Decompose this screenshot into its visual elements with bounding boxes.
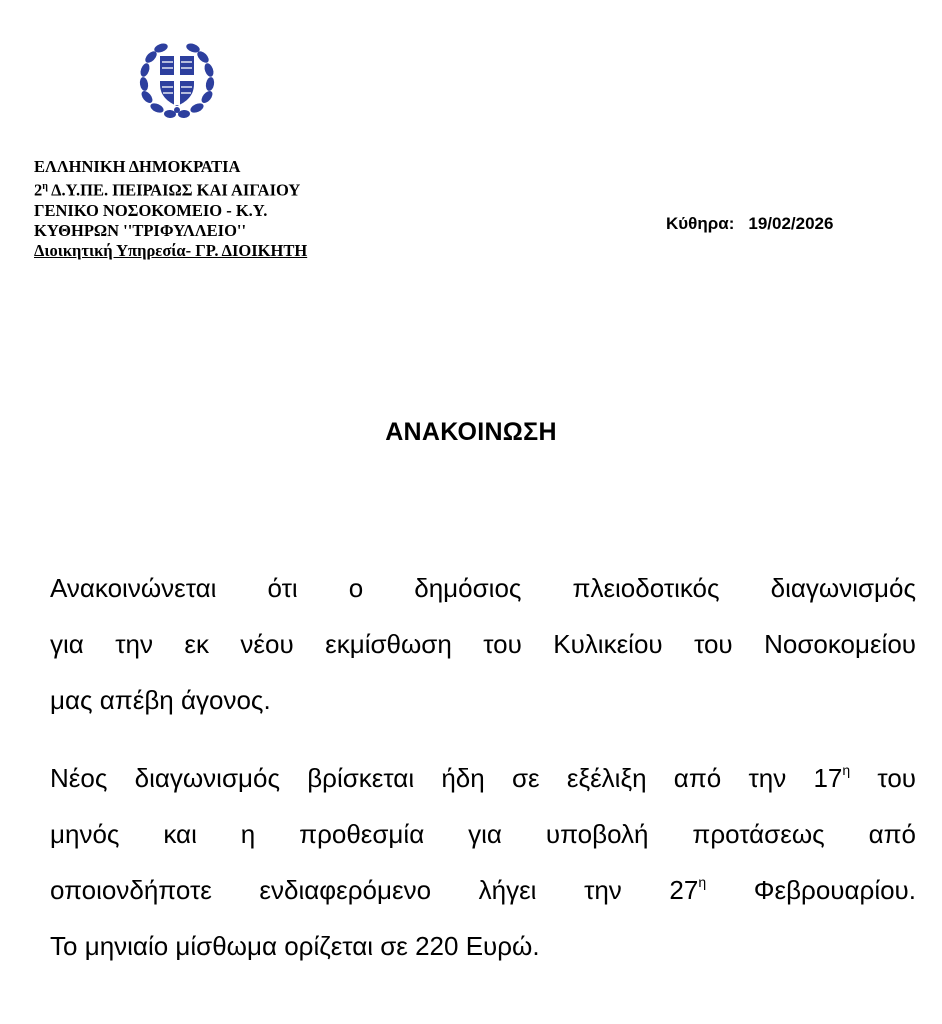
paragraph-2-line-2: μηνός και η προθεσμία για υποβολή προτάσεως από: [50, 819, 916, 849]
paragraph-2-line-4: Το μηνιαίο μίσθωμα ορίζεται σε 220 Ευρώ.: [50, 931, 540, 961]
paragraph-1-line-3: μας απέβη άγονος.: [50, 685, 271, 715]
issuer-header: [34, 157, 307, 261]
header-hospital: ΓΕΝΙΚΟ ΝΟΣΟΚΟΜΕΙΟ - Κ.Υ.: [34, 200, 268, 220]
greek-state-emblem: [134, 38, 220, 120]
header-hospital-name: ΚΥΘΗΡΩΝ ''ΤΡΙΦΥΛΛΕΙΟ'': [34, 220, 247, 240]
header-region-name: Δ.Υ.ΠΕ. ΠΕΙΡΑΙΩΣ ΚΑΙ ΑΙΓΑΙΟΥ: [47, 180, 301, 200]
paragraph-2-line-3-text: οποιονδήποτε ενδιαφερόμενο λήγει την 27: [50, 875, 699, 905]
paragraph-2-line-3-end: Φεβρουαρίου.: [706, 875, 916, 905]
place-label: Κύθηρα:: [666, 214, 735, 233]
paragraph-2-line-1: [50, 750, 916, 806]
paragraph-2-line-1-text: Νέος διαγωνισμός βρίσκεται ήδη σε εξέλιξη από την 17: [50, 763, 843, 793]
paragraph-1-line-1: Ανακοινώνεται ότι ο δημόσιος πλειοδοτικός διαγωνισμός: [50, 573, 916, 603]
header-health-region: [34, 177, 307, 201]
announcement-paragraph-1: [50, 560, 916, 728]
header-country: ΕΛΛΗΝΙΚΗ ΔΗΜΟΚΡΑΤΙΑ: [34, 157, 241, 176]
header-region-ordinal: η: [42, 181, 48, 192]
paragraph-1-line-2: για την εκ νέου εκμίσθωση του Κυλικείου του Νοσοκομείου: [50, 629, 916, 659]
announcement-paragraph-2: [50, 750, 916, 974]
ordinal-suffix: η: [842, 762, 851, 778]
ordinal-suffix: η: [698, 874, 707, 890]
paragraph-2-line-1-end: του: [850, 763, 916, 793]
date-value: 19/02/2026: [748, 214, 834, 233]
place-date: [666, 214, 833, 234]
header-department: Διοικητική Υπηρεσία- ΓΡ. ΔΙΟΙΚΗΤΗ: [34, 240, 308, 260]
announcement-title: ΑΝΑΚΟΙΝΩΣΗ: [385, 418, 557, 446]
paragraph-2-line-3: [50, 862, 916, 918]
header-region-number: 2: [34, 180, 43, 200]
